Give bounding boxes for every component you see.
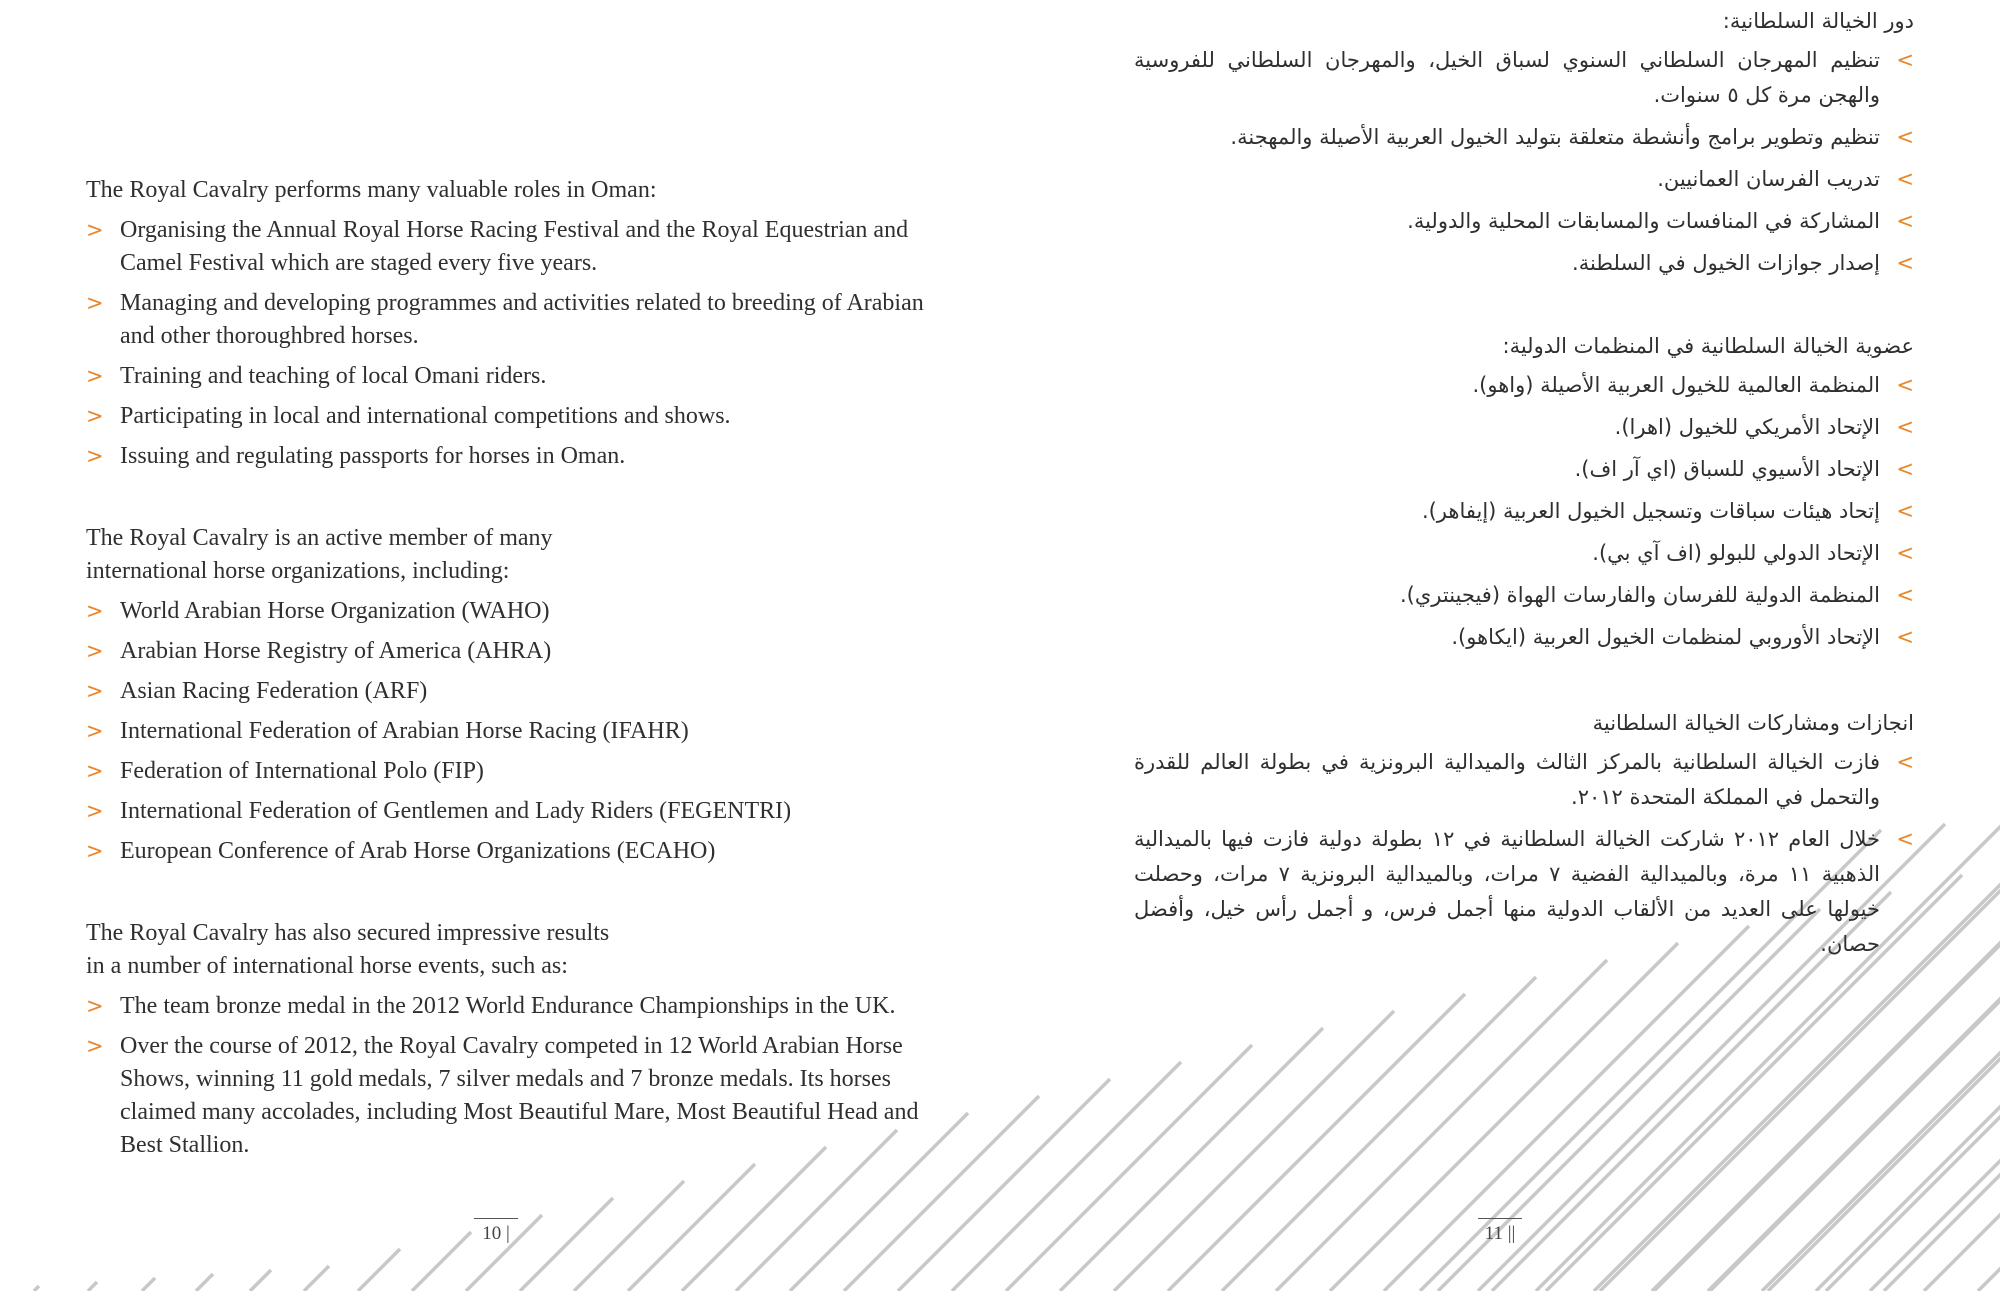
- ar-membership-section: [1134, 329, 1914, 662]
- en-membership-item-text: European Conference of Arab Horse Organizations (ECAHO): [120, 838, 716, 864]
- en-roles-section: [86, 174, 926, 480]
- bullet-chevron-icon: >: [1896, 457, 1914, 481]
- ar-membership-item-text: الإتحاد الأسيوي للسباق (اي آر اف).: [1574, 457, 1880, 481]
- bullet-chevron-icon: >: [1896, 827, 1914, 851]
- en-membership-section: [86, 522, 926, 875]
- en-membership-item-text: Arabian Horse Registry of America (AHRA): [120, 638, 552, 664]
- stripe-line: [358, 1249, 400, 1291]
- ar-roles-item-text: تدريب الفرسان العمانيين.: [1657, 167, 1880, 191]
- en-membership-list: [86, 595, 926, 868]
- bullet-chevron-icon: >: [1896, 415, 1914, 439]
- bullet-chevron-icon: >: [86, 719, 104, 743]
- ar-roles-item-text: المشاركة في المنافسات والمسابقات المحلية والدولية.: [1407, 209, 1880, 233]
- stripe-line: [1114, 1011, 1394, 1291]
- ar-membership-list: [1134, 368, 1914, 655]
- bullet-chevron-icon: >: [86, 218, 104, 242]
- en-membership-intro: [86, 522, 926, 588]
- ar-membership-item-text: الإتحاد الأمريكي للخيول (اهرا).: [1614, 415, 1880, 439]
- ar-roles-list: [1134, 43, 1914, 281]
- en-membership-item-text: Asian Racing Federation (ARF): [120, 678, 428, 704]
- stripe-line: [412, 1232, 471, 1291]
- stripe-line: [520, 1198, 613, 1291]
- en-roles-item-text: Participating in local and international competitions and shows.: [120, 403, 731, 429]
- stripe-line: [142, 1278, 155, 1291]
- en-results-item: [86, 1030, 926, 1162]
- ar-membership-item-text: المنظمة الدولية للفرسان والفارسات الهواة (فيجينتري).: [1399, 583, 1880, 607]
- bullet-chevron-icon: >: [86, 994, 104, 1018]
- en-roles-item: [86, 400, 926, 433]
- en-roles-list: [86, 214, 926, 473]
- page-number-right: 11 ||: [1478, 1218, 1522, 1245]
- ar-membership-item: [1134, 620, 1914, 655]
- en-results-intro-line1: The Royal Cavalry has also secured impressive results: [86, 920, 610, 946]
- bullet-chevron-icon: >: [86, 1034, 104, 1058]
- bullet-chevron-icon: >: [86, 799, 104, 823]
- stripe-line: [1276, 960, 1607, 1291]
- ar-results-list: [1134, 745, 1914, 962]
- stripe-line: [898, 1079, 1110, 1291]
- en-results-list: [86, 990, 926, 1162]
- bullet-chevron-icon: >: [1896, 499, 1914, 523]
- en-results-item-text: The team bronze medal in the 2012 World Endurance Championships in the UK.: [120, 993, 896, 1019]
- ar-results-section: [1134, 706, 1914, 969]
- ar-results-item-text: فازت الخيالة السلطانية بالمركز الثالث والميدالية البرونزية في بطولة العالم للقدرة والتحمل في المملكة المتحدة ٢٠١٢.: [1134, 750, 1880, 809]
- en-roles-item-text: Issuing and regulating passports for horses in Oman.: [120, 443, 626, 469]
- ar-membership-item: [1134, 494, 1914, 529]
- en-roles-item: [86, 360, 926, 393]
- ar-results-item: [1134, 822, 1914, 962]
- bullet-chevron-icon: >: [86, 444, 104, 468]
- en-membership-item-text: World Arabian Horse Organization (WAHO): [120, 598, 550, 624]
- ar-roles-item-text: إصدار جوازات الخيول في السلطنة.: [1572, 251, 1880, 275]
- ar-membership-heading: عضوية الخيالة السلطانية في المنظمات الدولية:: [1502, 334, 1914, 358]
- ar-membership-item: [1134, 368, 1914, 403]
- en-membership-item-text: Federation of International Polo (FIP): [120, 758, 484, 784]
- bullet-chevron-icon: >: [1896, 750, 1914, 774]
- en-results-item: [86, 990, 926, 1023]
- en-roles-item-text: Managing and developing programmes and activities related to breeding of Arabian and other thoroughbred horses.: [120, 290, 924, 349]
- en-roles-item: [86, 287, 926, 353]
- stripe-line: [1060, 1028, 1323, 1291]
- bullet-chevron-icon: >: [1896, 541, 1914, 565]
- stripe-line: [88, 1282, 97, 1291]
- ar-membership-item-text: الإتحاد الأوروبي لمنظمات الخيول العربية (ايكاهو).: [1451, 625, 1880, 649]
- ar-membership-item: [1134, 452, 1914, 487]
- bullet-chevron-icon: >: [1896, 583, 1914, 607]
- ar-roles-item: [1134, 43, 1914, 113]
- ar-results-item-text: خلال العام ٢٠١٢ شاركت الخيالة السلطانية في ١٢ بطولة دولية فازت فيها بالميدالية الذهبية ١١ مرة، وبالميدالية الفضية ٧ مرات، وبالميدالية البرونزية ٧ مرات، وحصلت خيولها على العديد من الألقاب الدولية منها أجمل فرس، و أجمل رأس خيل، وأفضل حصان.: [1134, 827, 1881, 956]
- ar-membership-item-text: إتحاد هيئات سباقات وتسجيل الخيول العربية (إيفاهر).: [1421, 499, 1880, 523]
- en-membership-intro-line2: international horse organizations, including:: [86, 558, 510, 584]
- en-membership-item: [86, 755, 926, 788]
- ar-membership-item: [1134, 536, 1914, 571]
- en-roles-item: [86, 214, 926, 280]
- bullet-chevron-icon: >: [86, 599, 104, 623]
- page-number-left: 10 |: [474, 1218, 518, 1245]
- en-roles-item-text: Organising the Annual Royal Horse Racing Festival and the Royal Equestrian and Camel Festival which are staged every five years.: [120, 217, 909, 276]
- ar-roles-item: [1134, 246, 1914, 281]
- bullet-chevron-icon: >: [86, 364, 104, 388]
- en-results-intro: [86, 917, 926, 983]
- ar-results-heading: انجازات ومشاركات الخيالة السلطانية: [1592, 711, 1914, 735]
- ar-membership-item-text: المنظمة العالمية للخيول العربية الأصيلة (واهو).: [1472, 373, 1880, 397]
- en-membership-item-text: International Federation of Arabian Horse Racing (IFAHR): [120, 718, 689, 744]
- bullet-chevron-icon: >: [86, 404, 104, 428]
- en-roles-intro: The Royal Cavalry performs many valuable roles in Oman:: [86, 177, 657, 203]
- ar-membership-item: [1134, 410, 1914, 445]
- ar-membership-item: [1134, 578, 1914, 613]
- en-membership-intro-line1: The Royal Cavalry is an active member of many: [86, 525, 553, 551]
- stripe-line: [1384, 926, 1749, 1291]
- en-membership-item: [86, 835, 926, 868]
- stripe-line: [1006, 1045, 1252, 1291]
- ar-membership-item-text: الإتحاد الدولي للبولو (اف آي بي).: [1592, 541, 1880, 565]
- en-membership-item: [86, 795, 926, 828]
- bullet-chevron-icon: >: [1896, 251, 1914, 275]
- ar-results-item: [1134, 745, 1914, 815]
- ar-roles-section: [1134, 4, 1914, 288]
- stripe-line: [628, 1164, 755, 1291]
- en-membership-item: [86, 715, 926, 748]
- stripe-line: [574, 1181, 684, 1291]
- bullet-chevron-icon: >: [86, 291, 104, 315]
- bullet-chevron-icon: >: [1896, 625, 1914, 649]
- stripe-line: [304, 1266, 329, 1291]
- ar-roles-item-text: تنظيم وتطوير برامج وأنشطة متعلقة بتوليد الخيول العربية الأصيلة والمهجنة.: [1230, 125, 1880, 149]
- en-membership-item: [86, 595, 926, 628]
- ar-roles-item: [1134, 162, 1914, 197]
- ar-roles-item: [1134, 204, 1914, 239]
- stripe-line: [34, 1286, 39, 1291]
- bullet-chevron-icon: >: [1896, 48, 1914, 72]
- bullet-chevron-icon: >: [86, 639, 104, 663]
- ar-roles-item: [1134, 120, 1914, 155]
- en-membership-item: [86, 675, 926, 708]
- en-membership-item: [86, 635, 926, 668]
- bullet-chevron-icon: >: [86, 679, 104, 703]
- en-roles-item-text: Training and teaching of local Omani riders.: [120, 363, 547, 389]
- stripe-line: [250, 1270, 271, 1291]
- bullet-chevron-icon: >: [86, 759, 104, 783]
- bullet-chevron-icon: >: [86, 839, 104, 863]
- stripe-line: [196, 1274, 213, 1291]
- en-membership-item-text: International Federation of Gentlemen and Lady Riders (FEGENTRI): [120, 798, 792, 824]
- bullet-chevron-icon: >: [1896, 373, 1914, 397]
- bullet-chevron-icon: >: [1896, 167, 1914, 191]
- bullet-chevron-icon: >: [1896, 209, 1914, 233]
- bullet-chevron-icon: >: [1896, 125, 1914, 149]
- en-results-intro-line2: in a number of international horse events, such as:: [86, 953, 568, 979]
- en-results-section: [86, 917, 926, 1169]
- stripe-line: [1168, 994, 1465, 1291]
- en-roles-item: [86, 440, 926, 473]
- ar-roles-heading: دور الخيالة السلطانية:: [1722, 9, 1914, 33]
- ar-roles-item-text: تنظيم المهرجان السلطاني السنوي لسباق الخيل، والمهرجان السلطاني للفروسية والهجن مرة كل ٥ سنوات.: [1134, 48, 1880, 107]
- en-results-item-text: Over the course of 2012, the Royal Cavalry competed in 12 World Arabian Horse Shows, winning 11 gold medals, 7 silver medals and 7 bronze medals. Its horses claimed many accolades, including Most Beautiful Mare, Most Beautiful Head and Best Stallion.: [120, 1033, 919, 1158]
